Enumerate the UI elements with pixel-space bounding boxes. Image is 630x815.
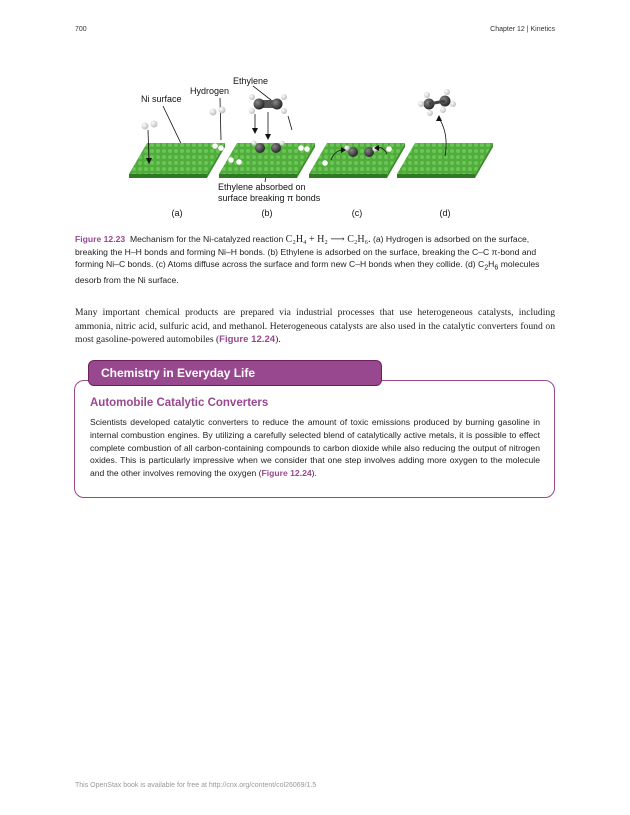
hydrogen-label: Hydrogen <box>190 86 230 96</box>
caption-text-1: (a) Hydrogen is adsorbed on the surface, breaking the H–H bonds and forming Ni–H bonds. (b) Ethylene is adsorbed on the surface, breaking the C–C π-bond and forming Ni–C bonds. (c) Atoms diffuse across the surface and form new C–H bonds when they collide. (d) C <box>75 234 537 269</box>
caption-formula: C₂H₄ + H₂ ⟶ C₂H₆. <box>285 234 371 245</box>
caption-sub-6: 6 <box>494 263 499 272</box>
body-paragraph <box>75 306 555 347</box>
page-number: 700 <box>75 26 87 33</box>
ni-surface-label: Ni surface <box>141 94 182 104</box>
caption-text-2: molecules desorb from the Ni surface. <box>75 259 540 285</box>
panel-label-d: (d) <box>439 208 451 218</box>
chapter-title: Chapter 12 | Kinetics <box>490 26 555 33</box>
panel-label-b: (b) <box>261 208 273 218</box>
panel-b-surface <box>219 94 315 178</box>
body-paragraph-text: Many important chemical products are prepared via industrial processes that use heterogeneous catalysts, including ammonia, nitric acid, sulfuric acid, and methanol. Heterogeneous catalysts are also used in the catalytic converters found on most gasoline-powered automobiles ( <box>75 307 555 345</box>
mechanism-diagram <box>125 70 505 230</box>
caption-label: Figure 12.23 <box>75 234 126 244</box>
panel-a-surface <box>129 107 226 179</box>
feature-text-body: Scientists developed catalytic converters to reduce the amount of toxic emissions produced by burning gasoline in internal combustion engines. By utilizing a carefully selected blend of catalytically active metals, it is possible to effect complete combustion of all carbon-containing compounds to carbon dioxide while also reducing the output of nitrogen oxides. This is particularly impressive when we consider that one step involves adding more oxygen to the molecule and the other involves removing the oxygen ( <box>90 417 540 479</box>
panel-c-surface <box>309 143 405 178</box>
panel-d-surface <box>397 89 493 178</box>
figure-12-23 <box>125 70 505 230</box>
feature-text-end: ). <box>311 468 317 479</box>
feature-text <box>90 416 540 480</box>
caption-lead: Mechanism for the Ni-catalyzed reaction <box>129 234 284 244</box>
footer-note: This OpenStax book is available for free at http://cnx.org/content/col26069/1.5 <box>75 782 317 789</box>
figure-12-24-link[interactable]: Figure 12.24 <box>219 334 276 345</box>
panel-label-c: (c) <box>351 208 363 218</box>
panel-label-a: (a) <box>171 208 183 218</box>
caption-h: H <box>488 259 495 269</box>
caption-sub-2: 2 <box>484 263 489 272</box>
figure-caption <box>75 233 555 286</box>
ethylene-label: Ethylene <box>233 76 269 86</box>
feature-tab: Chemistry in Everyday Life <box>88 360 382 386</box>
absorbed-label-line2: surface breaking π bonds <box>218 193 321 203</box>
feature-title: Automobile Catalytic Converters <box>90 397 269 409</box>
body-paragraph-end: ). <box>275 334 281 345</box>
absorbed-label-line1: Ethylene absorbed on <box>218 182 306 192</box>
feature-figure-link[interactable]: Figure 12.24 <box>261 468 312 479</box>
